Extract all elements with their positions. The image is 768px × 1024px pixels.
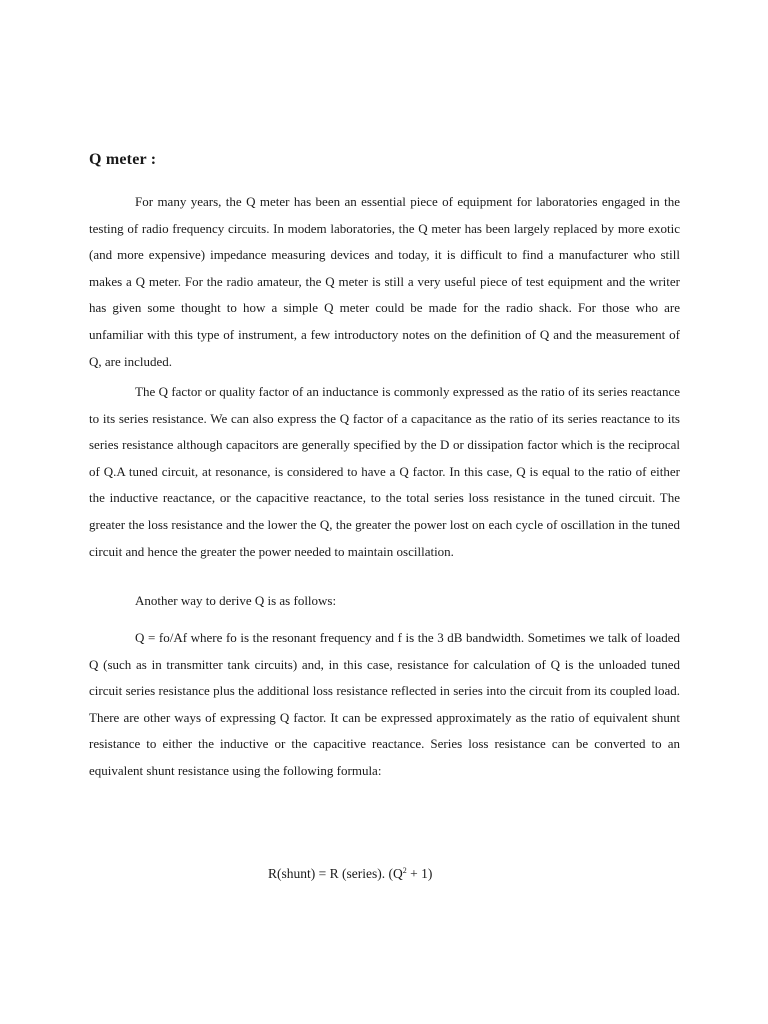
paragraph-q-factor-definition: The Q factor or quality factor of an inductance is commonly expressed as the ratio of its series reactance to its series resistance. We can also express the Q factor of a capacitance as the ratio of its series reactance to its series resistance although capacitors are generally specified by the D or dissipation factor which is the reciprocal of Q.A tuned circuit, at resonance, is considered to have a Q factor. In this case, Q is equal to the ratio of either the inductive reactance, or the capacitive reactance, to the total series loss resistance in the tuned circuit. The greater the loss resistance and the lower the Q, the greater the power lost on each cycle of oscillation in the tuned circuit and hence the greater the power needed to maintain oscillation. (89, 384, 680, 559)
formula-tail: + 1) (406, 866, 433, 881)
formula-superscript: 2 (402, 866, 407, 875)
paragraph-loaded-q: Q = fo/Af where fo is the resonant frequency and f is the 3 dB bandwidth. Sometimes we talk of loaded Q (such as in transmitter tank circuits) and, in this case, resistance for calculation of Q is the unloaded tuned circuit series resistance plus the additional loss resistance reflected in series into the circuit from its coupled load. There are other ways of expressing Q factor. It can be expressed approximately as the ratio of equivalent shunt resistance to either the inductive or the capacitive reactance. Series loss resistance can be converted to an equivalent shunt resistance using the following formula: (89, 630, 680, 778)
paragraph-intro: For many years, the Q meter has been an essential piece of equipment for laboratories engaged in the testing of radio frequency circuits. In modem laboratories, the Q meter has been largely replaced by more exotic (and more expensive) impedance measuring devices and today, it is difficult to find a manufacturer who still makes a Q meter. For the radio amateur, the Q meter is still a very useful piece of test equipment and the writer has given some thought to how a simple Q meter could be made for the radio shack. For those who are unfamiliar with this type of instrument, a few introductory notes on the definition of Q and the measurement of Q, are included. (89, 194, 680, 369)
formula-main: R(shunt) = R (series). (Q (268, 866, 403, 881)
paragraph-derive-q: Another way to derive Q is as follows: (135, 593, 337, 608)
shunt-resistance-formula (268, 866, 432, 882)
section-heading: Q meter : (89, 151, 157, 168)
